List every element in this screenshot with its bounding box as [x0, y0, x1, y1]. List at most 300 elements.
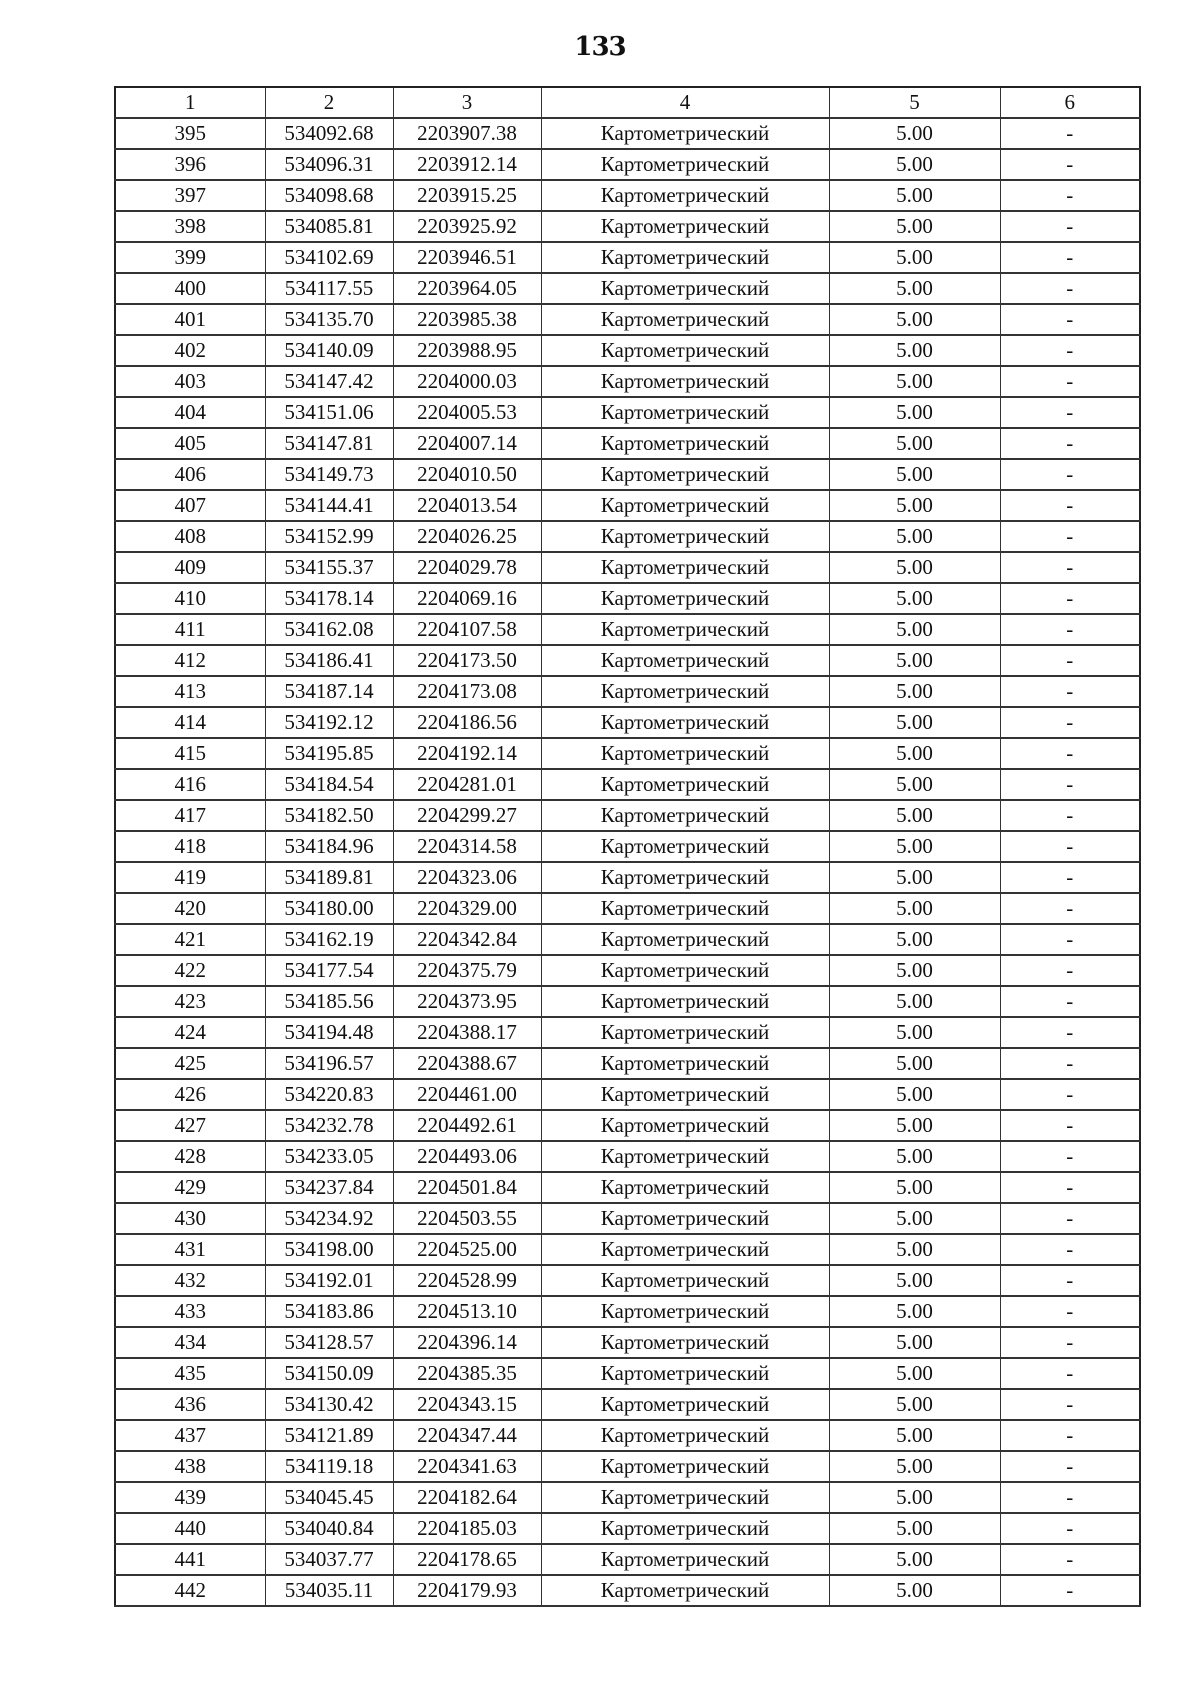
table-row — [115, 955, 1140, 986]
y-coordinate-cell: 2204343.15 — [393, 1389, 541, 1420]
x-coordinate-cell: 534085.81 — [265, 211, 393, 242]
point-number-cell: 425 — [115, 1048, 265, 1079]
method-cell: Картометрический — [541, 614, 829, 645]
point-number-cell: 397 — [115, 180, 265, 211]
point-number-cell: 403 — [115, 366, 265, 397]
x-coordinate-cell: 534140.09 — [265, 335, 393, 366]
table-row — [115, 459, 1140, 490]
method-cell: Картометрический — [541, 366, 829, 397]
method-cell: Картометрический — [541, 1327, 829, 1358]
y-coordinate-cell: 2203964.05 — [393, 273, 541, 304]
note-cell: - — [1000, 1265, 1140, 1296]
point-number-cell: 419 — [115, 862, 265, 893]
point-number-cell: 405 — [115, 428, 265, 459]
accuracy-cell: 5.00 — [829, 459, 1000, 490]
note-cell: - — [1000, 583, 1140, 614]
y-coordinate-cell: 2204342.84 — [393, 924, 541, 955]
y-coordinate-cell: 2204461.00 — [393, 1079, 541, 1110]
accuracy-cell: 5.00 — [829, 986, 1000, 1017]
x-coordinate-cell: 534192.01 — [265, 1265, 393, 1296]
x-coordinate-cell: 534162.19 — [265, 924, 393, 955]
method-cell: Картометрический — [541, 273, 829, 304]
method-cell: Картометрический — [541, 707, 829, 738]
y-coordinate-cell: 2204173.50 — [393, 645, 541, 676]
y-coordinate-cell: 2204525.00 — [393, 1234, 541, 1265]
x-coordinate-cell: 534102.69 — [265, 242, 393, 273]
accuracy-cell: 5.00 — [829, 428, 1000, 459]
note-cell: - — [1000, 1203, 1140, 1234]
y-coordinate-cell: 2204178.65 — [393, 1544, 541, 1575]
method-cell: Картометрический — [541, 242, 829, 273]
method-cell: Картометрический — [541, 1110, 829, 1141]
x-coordinate-cell: 534128.57 — [265, 1327, 393, 1358]
table-row — [115, 893, 1140, 924]
table-row — [115, 1203, 1140, 1234]
note-cell: - — [1000, 800, 1140, 831]
table-row — [115, 800, 1140, 831]
table-row — [115, 1079, 1140, 1110]
point-number-cell: 430 — [115, 1203, 265, 1234]
y-coordinate-cell: 2204388.67 — [393, 1048, 541, 1079]
y-coordinate-cell: 2204396.14 — [393, 1327, 541, 1358]
y-coordinate-cell: 2204373.95 — [393, 986, 541, 1017]
y-coordinate-cell: 2204513.10 — [393, 1296, 541, 1327]
method-cell: Картометрический — [541, 1389, 829, 1420]
point-number-cell: 440 — [115, 1513, 265, 1544]
x-coordinate-cell: 534177.54 — [265, 955, 393, 986]
table-row — [115, 521, 1140, 552]
point-number-cell: 436 — [115, 1389, 265, 1420]
point-number-cell: 439 — [115, 1482, 265, 1513]
table-row — [115, 366, 1140, 397]
accuracy-cell: 5.00 — [829, 118, 1000, 149]
x-coordinate-cell: 534035.11 — [265, 1575, 393, 1606]
table-row — [115, 676, 1140, 707]
note-cell: - — [1000, 366, 1140, 397]
method-cell: Картометрический — [541, 1141, 829, 1172]
note-cell: - — [1000, 521, 1140, 552]
method-cell: Картометрический — [541, 862, 829, 893]
x-coordinate-cell: 534196.57 — [265, 1048, 393, 1079]
point-number-cell: 423 — [115, 986, 265, 1017]
note-cell: - — [1000, 1017, 1140, 1048]
table-row — [115, 769, 1140, 800]
accuracy-cell: 5.00 — [829, 1513, 1000, 1544]
note-cell: - — [1000, 707, 1140, 738]
point-number-cell: 434 — [115, 1327, 265, 1358]
note-cell: - — [1000, 676, 1140, 707]
point-number-cell: 437 — [115, 1420, 265, 1451]
x-coordinate-cell: 534185.56 — [265, 986, 393, 1017]
method-cell: Картометрический — [541, 583, 829, 614]
note-cell: - — [1000, 180, 1140, 211]
point-number-cell: 411 — [115, 614, 265, 645]
accuracy-cell: 5.00 — [829, 707, 1000, 738]
y-coordinate-cell: 2204179.93 — [393, 1575, 541, 1606]
table-row — [115, 645, 1140, 676]
x-coordinate-cell: 534192.12 — [265, 707, 393, 738]
x-coordinate-cell: 534045.45 — [265, 1482, 393, 1513]
y-coordinate-cell: 2203988.95 — [393, 335, 541, 366]
method-cell: Картометрический — [541, 180, 829, 211]
table-row — [115, 924, 1140, 955]
note-cell: - — [1000, 1575, 1140, 1606]
x-coordinate-cell: 534233.05 — [265, 1141, 393, 1172]
accuracy-cell: 5.00 — [829, 1234, 1000, 1265]
x-coordinate-cell: 534150.09 — [265, 1358, 393, 1389]
accuracy-cell: 5.00 — [829, 552, 1000, 583]
column-header-2: 2 — [265, 87, 393, 118]
x-coordinate-cell: 534121.89 — [265, 1420, 393, 1451]
y-coordinate-cell: 2204013.54 — [393, 490, 541, 521]
table-row — [115, 118, 1140, 149]
y-coordinate-cell: 2203912.14 — [393, 149, 541, 180]
x-coordinate-cell: 534152.99 — [265, 521, 393, 552]
x-coordinate-cell: 534098.68 — [265, 180, 393, 211]
x-coordinate-cell: 534189.81 — [265, 862, 393, 893]
point-number-cell: 416 — [115, 769, 265, 800]
x-coordinate-cell: 534037.77 — [265, 1544, 393, 1575]
note-cell: - — [1000, 955, 1140, 986]
point-number-cell: 398 — [115, 211, 265, 242]
note-cell: - — [1000, 1544, 1140, 1575]
y-coordinate-cell: 2204000.03 — [393, 366, 541, 397]
method-cell: Картометрический — [541, 304, 829, 335]
method-cell: Картометрический — [541, 800, 829, 831]
x-coordinate-cell: 534162.08 — [265, 614, 393, 645]
accuracy-cell: 5.00 — [829, 1482, 1000, 1513]
y-coordinate-cell: 2204299.27 — [393, 800, 541, 831]
note-cell: - — [1000, 1048, 1140, 1079]
accuracy-cell: 5.00 — [829, 1048, 1000, 1079]
y-coordinate-cell: 2204314.58 — [393, 831, 541, 862]
x-coordinate-cell: 534135.70 — [265, 304, 393, 335]
x-coordinate-cell: 534182.50 — [265, 800, 393, 831]
method-cell: Картометрический — [541, 924, 829, 955]
note-cell: - — [1000, 1110, 1140, 1141]
accuracy-cell: 5.00 — [829, 1172, 1000, 1203]
header-row — [115, 87, 1140, 118]
point-number-cell: 402 — [115, 335, 265, 366]
accuracy-cell: 5.00 — [829, 1544, 1000, 1575]
note-cell: - — [1000, 149, 1140, 180]
note-cell: - — [1000, 397, 1140, 428]
point-number-cell: 424 — [115, 1017, 265, 1048]
point-number-cell: 435 — [115, 1358, 265, 1389]
method-cell: Картометрический — [541, 1358, 829, 1389]
accuracy-cell: 5.00 — [829, 676, 1000, 707]
accuracy-cell: 5.00 — [829, 1265, 1000, 1296]
accuracy-cell: 5.00 — [829, 1141, 1000, 1172]
method-cell: Картометрический — [541, 769, 829, 800]
note-cell: - — [1000, 924, 1140, 955]
x-coordinate-cell: 534151.06 — [265, 397, 393, 428]
y-coordinate-cell: 2204069.16 — [393, 583, 541, 614]
table-row — [115, 149, 1140, 180]
page-number: 133 — [574, 32, 626, 62]
table-row — [115, 831, 1140, 862]
note-cell: - — [1000, 459, 1140, 490]
point-number-cell: 407 — [115, 490, 265, 521]
point-number-cell: 431 — [115, 1234, 265, 1265]
x-coordinate-cell: 534194.48 — [265, 1017, 393, 1048]
method-cell: Картометрический — [541, 1420, 829, 1451]
column-header-4: 4 — [541, 87, 829, 118]
y-coordinate-cell: 2204493.06 — [393, 1141, 541, 1172]
x-coordinate-cell: 534180.00 — [265, 893, 393, 924]
y-coordinate-cell: 2204388.17 — [393, 1017, 541, 1048]
note-cell: - — [1000, 1234, 1140, 1265]
point-number-cell: 415 — [115, 738, 265, 769]
accuracy-cell: 5.00 — [829, 1110, 1000, 1141]
y-coordinate-cell: 2204329.00 — [393, 893, 541, 924]
x-coordinate-cell: 534187.14 — [265, 676, 393, 707]
method-cell: Картометрический — [541, 1079, 829, 1110]
note-cell: - — [1000, 831, 1140, 862]
method-cell: Картометрический — [541, 1234, 829, 1265]
table-row — [115, 1296, 1140, 1327]
table-row — [115, 1482, 1140, 1513]
x-coordinate-cell: 534184.54 — [265, 769, 393, 800]
point-number-cell: 399 — [115, 242, 265, 273]
note-cell: - — [1000, 1358, 1140, 1389]
method-cell: Картометрический — [541, 986, 829, 1017]
accuracy-cell: 5.00 — [829, 1575, 1000, 1606]
method-cell: Картометрический — [541, 1544, 829, 1575]
point-number-cell: 412 — [115, 645, 265, 676]
y-coordinate-cell: 2204005.53 — [393, 397, 541, 428]
table-header — [115, 87, 1140, 118]
accuracy-cell: 5.00 — [829, 924, 1000, 955]
table-row — [115, 1358, 1140, 1389]
table-row — [115, 614, 1140, 645]
point-number-cell: 409 — [115, 552, 265, 583]
method-cell: Картометрический — [541, 1575, 829, 1606]
method-cell: Картометрический — [541, 676, 829, 707]
accuracy-cell: 5.00 — [829, 304, 1000, 335]
column-header-1: 1 — [115, 87, 265, 118]
note-cell: - — [1000, 552, 1140, 583]
x-coordinate-cell: 534186.41 — [265, 645, 393, 676]
y-coordinate-cell: 2204281.01 — [393, 769, 541, 800]
x-coordinate-cell: 534220.83 — [265, 1079, 393, 1110]
method-cell: Картометрический — [541, 118, 829, 149]
accuracy-cell: 5.00 — [829, 242, 1000, 273]
note-cell: - — [1000, 428, 1140, 459]
y-coordinate-cell: 2204182.64 — [393, 1482, 541, 1513]
note-cell: - — [1000, 1079, 1140, 1110]
x-coordinate-cell: 534195.85 — [265, 738, 393, 769]
x-coordinate-cell: 534237.84 — [265, 1172, 393, 1203]
table-row — [115, 1451, 1140, 1482]
note-cell: - — [1000, 769, 1140, 800]
column-header-3: 3 — [393, 87, 541, 118]
point-number-cell: 418 — [115, 831, 265, 862]
y-coordinate-cell: 2204029.78 — [393, 552, 541, 583]
x-coordinate-cell: 534178.14 — [265, 583, 393, 614]
method-cell: Картометрический — [541, 1265, 829, 1296]
y-coordinate-cell: 2204503.55 — [393, 1203, 541, 1234]
accuracy-cell: 5.00 — [829, 521, 1000, 552]
x-coordinate-cell: 534092.68 — [265, 118, 393, 149]
accuracy-cell: 5.00 — [829, 1389, 1000, 1420]
point-number-cell: 395 — [115, 118, 265, 149]
point-number-cell: 432 — [115, 1265, 265, 1296]
note-cell: - — [1000, 118, 1140, 149]
accuracy-cell: 5.00 — [829, 1420, 1000, 1451]
y-coordinate-cell: 2204323.06 — [393, 862, 541, 893]
note-cell: - — [1000, 862, 1140, 893]
x-coordinate-cell: 534117.55 — [265, 273, 393, 304]
y-coordinate-cell: 2203925.92 — [393, 211, 541, 242]
method-cell: Картометрический — [541, 1482, 829, 1513]
table-row — [115, 1265, 1140, 1296]
note-cell: - — [1000, 211, 1140, 242]
table-row — [115, 428, 1140, 459]
accuracy-cell: 5.00 — [829, 149, 1000, 180]
y-coordinate-cell: 2204492.61 — [393, 1110, 541, 1141]
table-row — [115, 1234, 1140, 1265]
note-cell: - — [1000, 1451, 1140, 1482]
table-row — [115, 1017, 1140, 1048]
x-coordinate-cell: 534232.78 — [265, 1110, 393, 1141]
point-number-cell: 442 — [115, 1575, 265, 1606]
method-cell: Картометрический — [541, 335, 829, 366]
point-number-cell: 408 — [115, 521, 265, 552]
x-coordinate-cell: 534198.00 — [265, 1234, 393, 1265]
y-coordinate-cell: 2203915.25 — [393, 180, 541, 211]
accuracy-cell: 5.00 — [829, 1017, 1000, 1048]
table-row — [115, 738, 1140, 769]
method-cell: Картометрический — [541, 893, 829, 924]
accuracy-cell: 5.00 — [829, 645, 1000, 676]
x-coordinate-cell: 534040.84 — [265, 1513, 393, 1544]
point-number-cell: 410 — [115, 583, 265, 614]
table-row — [115, 304, 1140, 335]
x-coordinate-cell: 534149.73 — [265, 459, 393, 490]
method-cell: Картометрический — [541, 1451, 829, 1482]
method-cell: Картометрический — [541, 1513, 829, 1544]
note-cell: - — [1000, 1327, 1140, 1358]
accuracy-cell: 5.00 — [829, 738, 1000, 769]
method-cell: Картометрический — [541, 521, 829, 552]
x-coordinate-cell: 534144.41 — [265, 490, 393, 521]
x-coordinate-cell: 534234.92 — [265, 1203, 393, 1234]
accuracy-cell: 5.00 — [829, 397, 1000, 428]
table-row — [115, 1110, 1140, 1141]
accuracy-cell: 5.00 — [829, 1079, 1000, 1110]
accuracy-cell: 5.00 — [829, 211, 1000, 242]
method-cell: Картометрический — [541, 490, 829, 521]
method-cell: Картометрический — [541, 428, 829, 459]
note-cell: - — [1000, 1420, 1140, 1451]
x-coordinate-cell: 534184.96 — [265, 831, 393, 862]
method-cell: Картометрический — [541, 1017, 829, 1048]
accuracy-cell: 5.00 — [829, 955, 1000, 986]
table-row — [115, 180, 1140, 211]
point-number-cell: 404 — [115, 397, 265, 428]
point-number-cell: 426 — [115, 1079, 265, 1110]
x-coordinate-cell: 534155.37 — [265, 552, 393, 583]
point-number-cell: 441 — [115, 1544, 265, 1575]
x-coordinate-cell: 534183.86 — [265, 1296, 393, 1327]
y-coordinate-cell: 2204192.14 — [393, 738, 541, 769]
note-cell: - — [1000, 242, 1140, 273]
table-row — [115, 986, 1140, 1017]
accuracy-cell: 5.00 — [829, 862, 1000, 893]
accuracy-cell: 5.00 — [829, 1296, 1000, 1327]
method-cell: Картометрический — [541, 955, 829, 986]
accuracy-cell: 5.00 — [829, 366, 1000, 397]
y-coordinate-cell: 2204185.03 — [393, 1513, 541, 1544]
table-body — [115, 118, 1140, 1606]
method-cell: Картометрический — [541, 397, 829, 428]
method-cell: Картометрический — [541, 149, 829, 180]
point-number-cell: 427 — [115, 1110, 265, 1141]
y-coordinate-cell: 2203985.38 — [393, 304, 541, 335]
x-coordinate-cell: 534096.31 — [265, 149, 393, 180]
accuracy-cell: 5.00 — [829, 614, 1000, 645]
y-coordinate-cell: 2204026.25 — [393, 521, 541, 552]
accuracy-cell: 5.00 — [829, 769, 1000, 800]
accuracy-cell: 5.00 — [829, 583, 1000, 614]
note-cell: - — [1000, 335, 1140, 366]
accuracy-cell: 5.00 — [829, 1327, 1000, 1358]
method-cell: Картометрический — [541, 1203, 829, 1234]
accuracy-cell: 5.00 — [829, 800, 1000, 831]
table-row — [115, 1513, 1140, 1544]
accuracy-cell: 5.00 — [829, 893, 1000, 924]
accuracy-cell: 5.00 — [829, 273, 1000, 304]
note-cell: - — [1000, 1513, 1140, 1544]
note-cell: - — [1000, 1141, 1140, 1172]
table-row — [115, 552, 1140, 583]
method-cell: Картометрический — [541, 1048, 829, 1079]
table-row — [115, 1048, 1140, 1079]
table-row — [115, 1420, 1140, 1451]
point-number-cell: 428 — [115, 1141, 265, 1172]
note-cell: - — [1000, 1482, 1140, 1513]
method-cell: Картометрический — [541, 645, 829, 676]
point-number-cell: 406 — [115, 459, 265, 490]
point-number-cell: 429 — [115, 1172, 265, 1203]
column-header-6: 6 — [1000, 87, 1140, 118]
table-row — [115, 862, 1140, 893]
point-number-cell: 417 — [115, 800, 265, 831]
point-number-cell: 400 — [115, 273, 265, 304]
y-coordinate-cell: 2204010.50 — [393, 459, 541, 490]
point-number-cell: 401 — [115, 304, 265, 335]
note-cell: - — [1000, 738, 1140, 769]
table-row — [115, 1172, 1140, 1203]
note-cell: - — [1000, 614, 1140, 645]
y-coordinate-cell: 2203907.38 — [393, 118, 541, 149]
point-number-cell: 421 — [115, 924, 265, 955]
table-row — [115, 397, 1140, 428]
y-coordinate-cell: 2204107.58 — [393, 614, 541, 645]
y-coordinate-cell: 2204186.56 — [393, 707, 541, 738]
x-coordinate-cell: 534130.42 — [265, 1389, 393, 1420]
table-row — [115, 707, 1140, 738]
note-cell: - — [1000, 304, 1140, 335]
note-cell: - — [1000, 1389, 1140, 1420]
accuracy-cell: 5.00 — [829, 1203, 1000, 1234]
y-coordinate-cell: 2204385.35 — [393, 1358, 541, 1389]
method-cell: Картометрический — [541, 1296, 829, 1327]
point-number-cell: 438 — [115, 1451, 265, 1482]
note-cell: - — [1000, 273, 1140, 304]
y-coordinate-cell: 2204007.14 — [393, 428, 541, 459]
